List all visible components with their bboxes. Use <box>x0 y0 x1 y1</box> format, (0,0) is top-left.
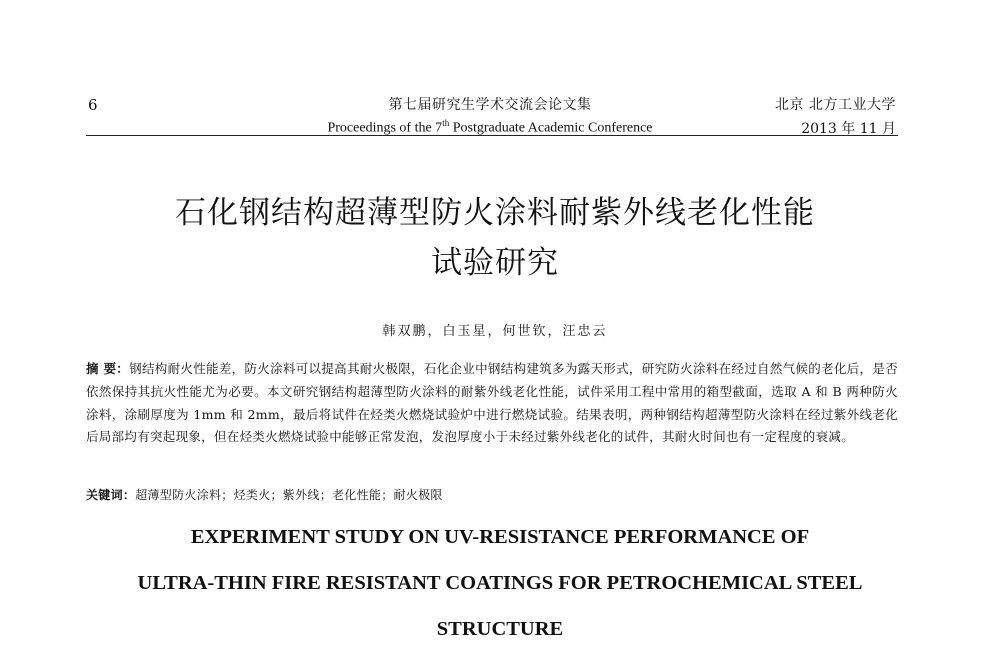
paper-title-line-2: 试验研究 <box>431 245 559 281</box>
english-title-line-1: EXPERIMENT STUDY ON UV-RESISTANCE PERFORMANCE OF <box>190 526 810 548</box>
running-header <box>280 94 700 137</box>
proceedings-title-en-suffix: Postgraduate Academic Conference <box>449 120 653 136</box>
conference-location: 北京 北方工业大学 <box>775 97 896 113</box>
keywords-label: 关键词： <box>86 488 136 502</box>
author-list: 韩双鹏，白玉星，何世钦，汪忠云 <box>382 324 608 339</box>
english-title-line-2: ULTRA-THIN FIRE RESISTANT COATINGS FOR PETROCHEMICAL STEEL <box>137 572 863 594</box>
keywords-text: 超薄型防火涂料；烃类火；紫外线；老化性能；耐火极限 <box>135 488 443 502</box>
header-divider <box>86 135 898 136</box>
paper-title-line-1: 石化钢结构超薄型防火涂料耐紫外线老化性能 <box>175 195 815 231</box>
proceedings-title-zh: 第七届研究生学术交流会论文集 <box>388 97 592 113</box>
english-title-line-3: STRUCTURE <box>436 618 564 640</box>
abstract-text: 钢结构耐火性能差，防火涂料可以提高其耐火极限，石化企业中钢结构建筑多为露天形式，研究防火涂料在经过自然气候的老化后，是否依然保持其抗火性能尤为必要。本文研究钢结构超薄型防火涂料的耐紫外线老化性能，试件采用工程中常用的箱型截面，选取 A 和 B 两种防火涂料，涂刷厚度为 1mm 和 2mm，最后将试件在烃类火燃烧试验炉中进行燃烧试验。结果表明，两种钢结构超薄型防火涂料在经过紫外线老化后局部均有突起现象，但在烃类火燃烧试验中能够正常发泡，发泡厚度小于未经过紫外线老化的试件，其耐火时间也有一定程度的衰减。 <box>86 361 898 445</box>
abstract-label: 摘 要： <box>86 361 130 376</box>
conference-date: 2013 年 11 月 <box>801 121 896 137</box>
proceedings-title-en <box>280 118 700 137</box>
english-title <box>60 514 940 652</box>
proceedings-title-en-prefix: Proceedings of the 7 <box>327 120 443 136</box>
ordinal-suffix: th <box>442 118 450 128</box>
paper-title <box>100 188 890 288</box>
header-location-date <box>775 94 896 138</box>
page-number: 6 <box>88 96 98 114</box>
keywords <box>86 486 898 503</box>
abstract <box>86 358 898 449</box>
